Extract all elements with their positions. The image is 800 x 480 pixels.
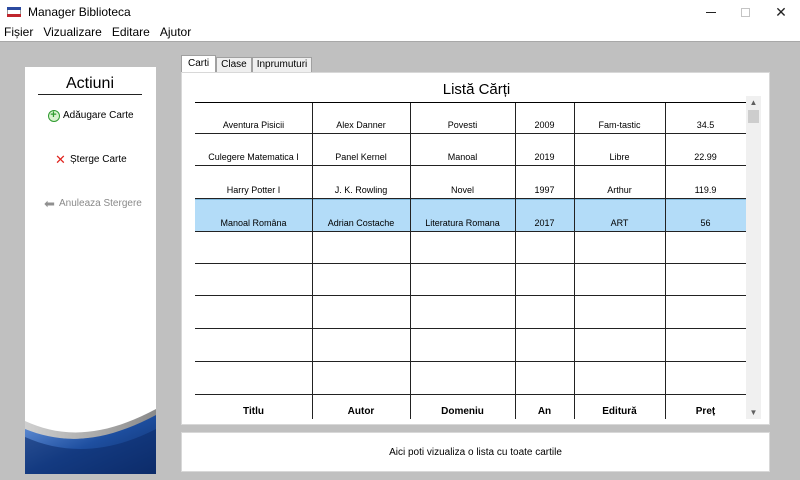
cell-publisher: Fam-tastic: [598, 120, 641, 130]
table-row-empty[interactable]: [195, 264, 746, 296]
cell-year: 2019: [534, 152, 555, 162]
app-flag-icon: [7, 7, 21, 17]
add-book-button[interactable]: [47, 109, 134, 122]
menu-help[interactable]: Ajutor: [159, 25, 192, 39]
table-row[interactable]: [195, 103, 746, 134]
menu-file[interactable]: Fișier: [4, 25, 34, 39]
tab-books[interactable]: Carti: [181, 55, 216, 72]
minimize-icon: [706, 12, 716, 13]
cell-publisher: ART: [610, 218, 629, 228]
cell-domain: Literatura Romana: [425, 218, 500, 228]
column-divider: [312, 103, 313, 419]
cell-author: Adrian Costache: [327, 218, 395, 228]
cell-price: 56: [700, 218, 711, 228]
undo-delete-button[interactable]: [43, 197, 142, 210]
window-title: Manager Biblioteca: [28, 5, 131, 19]
menu-bar: [0, 24, 800, 41]
column-divider: [574, 103, 575, 419]
table-title: Listă Cărți: [442, 81, 511, 98]
scroll-down-arrow-icon[interactable]: ▼: [749, 408, 758, 417]
books-table: [195, 103, 746, 419]
tab-classes[interactable]: Clase: [216, 57, 252, 72]
cell-domain: Novel: [450, 185, 474, 195]
cell-price: 119.9: [694, 185, 717, 195]
actions-sidebar: [25, 67, 156, 474]
sidebar-title: Actiuni: [38, 75, 142, 95]
undo-delete-label: Anuleaza Stergere: [59, 198, 142, 209]
decorative-wave-graphic: [25, 407, 156, 474]
table-row-empty[interactable]: [195, 296, 746, 329]
add-book-label: Adăugare Carte: [63, 110, 134, 121]
scroll-thumb[interactable]: [748, 110, 759, 123]
cell-author: Panel Kernel: [335, 152, 387, 162]
table-row-empty[interactable]: [195, 362, 746, 395]
vertical-scrollbar[interactable]: [746, 96, 761, 419]
column-header-author[interactable]: Autor: [347, 405, 375, 417]
cell-year: 1997: [534, 185, 555, 195]
cell-title: Harry Potter I: [226, 185, 281, 195]
cell-domain: Povesti: [447, 120, 478, 130]
scroll-up-arrow-icon[interactable]: ▲: [749, 98, 758, 107]
plus-circle-icon: +: [47, 109, 60, 122]
cell-title: Aventura Pisicii: [222, 120, 285, 130]
client-area: [0, 41, 800, 480]
cell-author: Alex Danner: [336, 120, 386, 130]
cell-price: 22.99: [694, 152, 717, 162]
table-row[interactable]: [195, 166, 746, 199]
undo-arrow-icon: ⬅: [44, 195, 55, 211]
cell-title: Manoal Româna: [220, 218, 287, 228]
cell-year: 2017: [534, 218, 555, 228]
cell-publisher: Arthur: [607, 185, 632, 195]
table-row-empty[interactable]: [195, 232, 746, 264]
close-button[interactable]: [758, 0, 800, 24]
column-header-domain[interactable]: Domeniu: [441, 405, 484, 417]
status-bar: [181, 432, 770, 472]
red-x-icon: ✕: [55, 151, 66, 167]
title-bar: [0, 0, 800, 24]
cell-domain: Manoal: [447, 152, 478, 162]
table-header-row: [195, 403, 746, 419]
cell-author: J. K. Rowling: [334, 185, 388, 195]
column-header-year[interactable]: An: [537, 405, 552, 417]
column-divider: [410, 103, 411, 419]
cell-title: Culegere Matematica I: [208, 152, 299, 162]
delete-book-button[interactable]: [54, 153, 127, 166]
cell-publisher: Libre: [609, 152, 630, 162]
column-divider: [515, 103, 516, 419]
table-row[interactable]: [195, 134, 746, 166]
tab-loans[interactable]: Inprumuturi: [252, 57, 313, 72]
column-header-publisher[interactable]: Editură: [602, 405, 637, 417]
maximize-icon: [741, 8, 750, 17]
column-divider: [665, 103, 666, 419]
delete-book-label: Șterge Carte: [70, 154, 127, 165]
tab-strip: [181, 55, 312, 72]
close-icon: ✕: [775, 3, 787, 20]
cell-year: 2009: [534, 120, 555, 130]
column-header-price[interactable]: Preț: [695, 405, 716, 417]
column-header-title[interactable]: Titlu: [243, 405, 264, 417]
cell-price: 34.5: [696, 120, 715, 130]
status-text: Aici poti vizualiza o lista cu toate cartile: [389, 446, 562, 458]
table-row-empty[interactable]: [195, 329, 746, 362]
books-panel: [181, 72, 770, 425]
table-row-selected[interactable]: [195, 199, 746, 232]
menu-edit[interactable]: Editare: [111, 25, 150, 39]
menu-view[interactable]: Vizualizare: [43, 25, 102, 39]
